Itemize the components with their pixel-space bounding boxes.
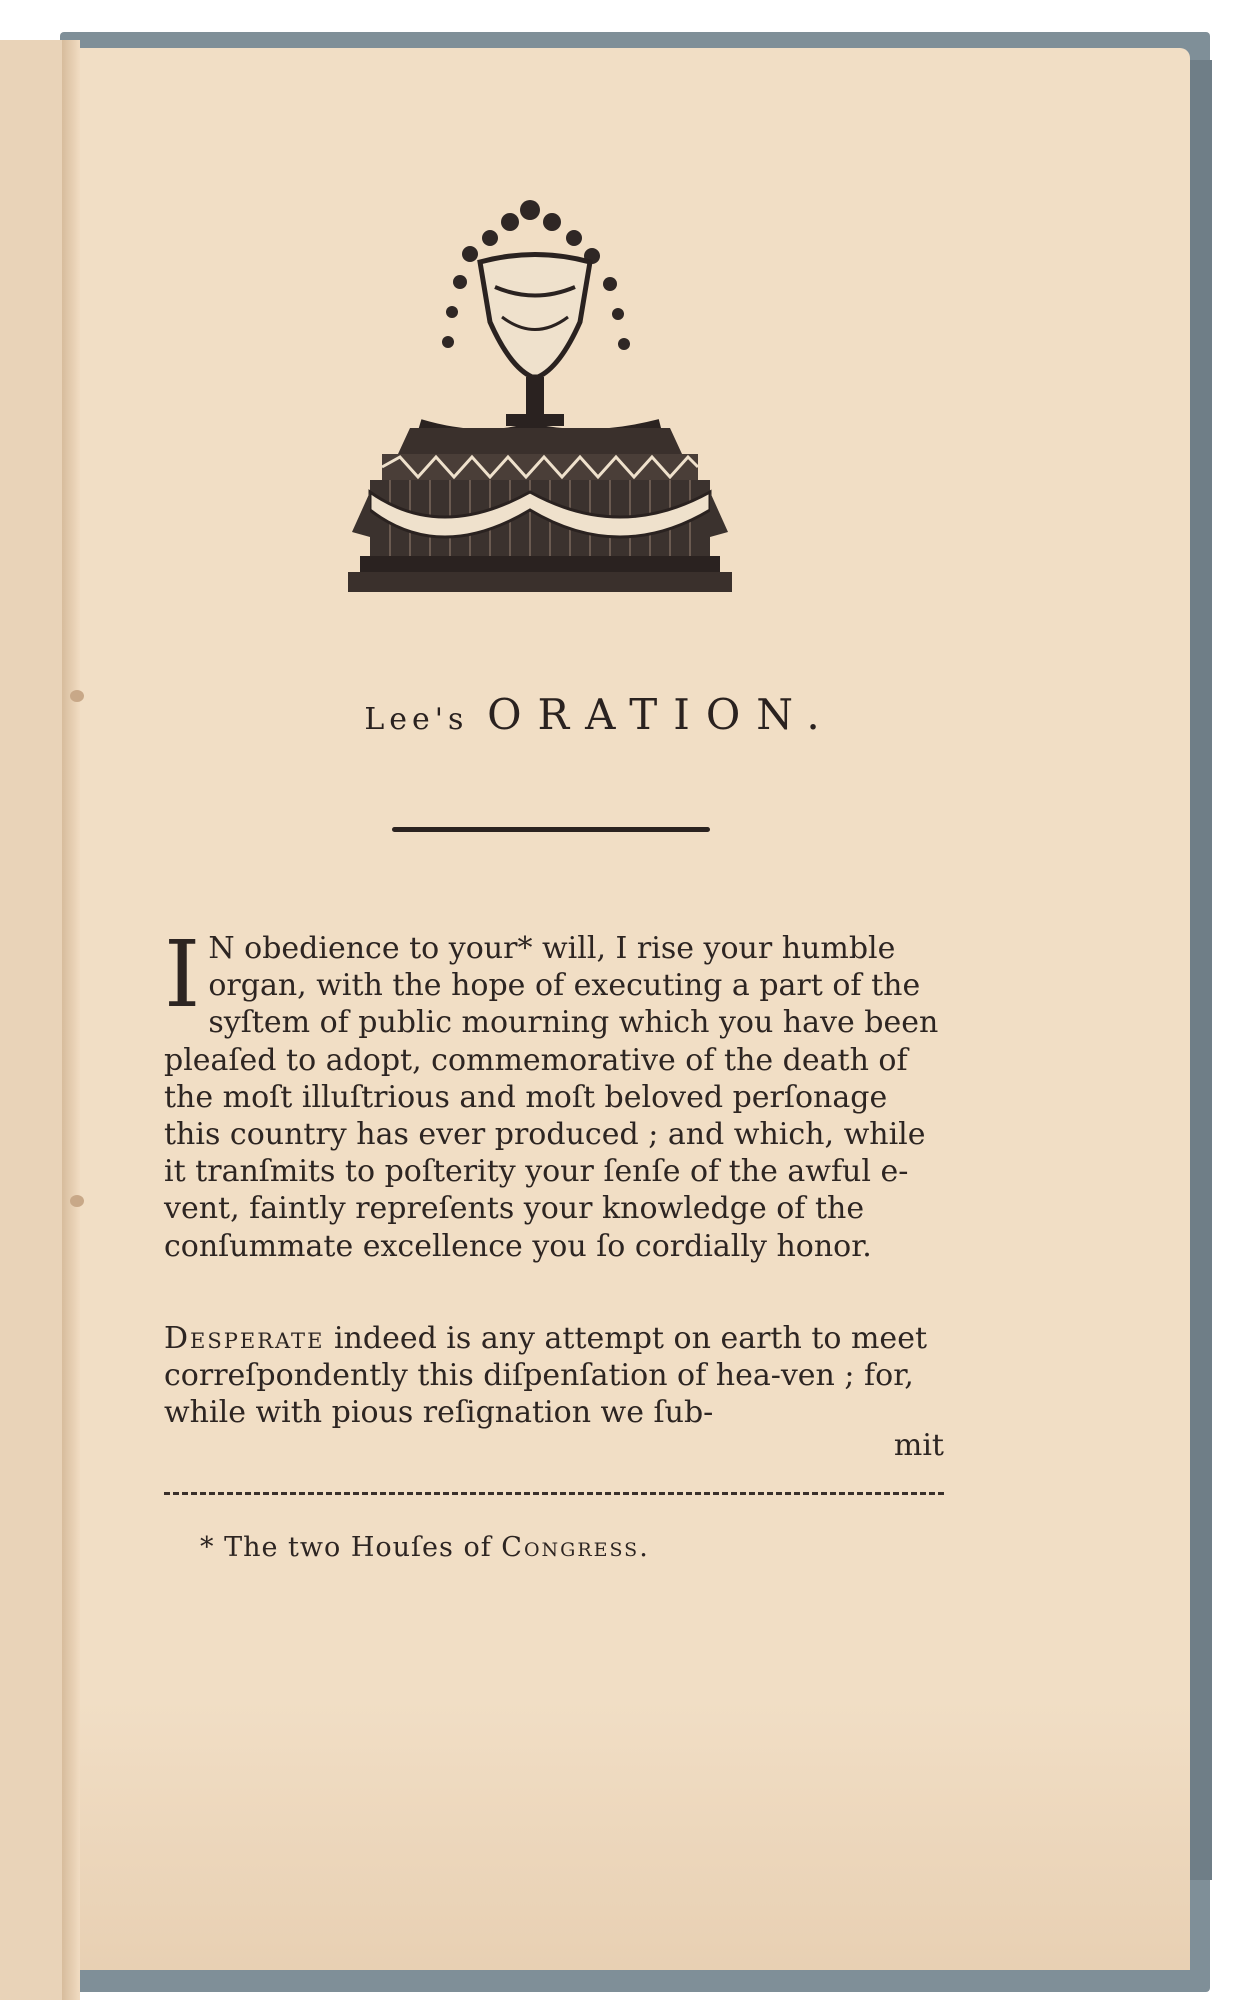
stitch-hole-mark — [70, 690, 84, 702]
paragraph-1-text: N obedience to your* will, I rise your humble organ, with the hope of executing a part of the syſtem of public mourning which you have been pleaſed to adopt, commemorative of the death of the moſt illuſtrious and moſt beloved perſonage this country has ever produced ; and which, while it tranſmits to poſterity your ſenſe of the awful e-vent, faintly repreſents your knowledge of the conſummate excellence you ſo cordially honor. — [164, 931, 939, 1264]
title-oration: ORATION. — [487, 690, 836, 739]
paragraph-2 — [164, 1320, 944, 1432]
catchword: mit — [893, 1428, 944, 1463]
drop-cap: I — [164, 921, 201, 1028]
footnote-text: * The two Houſes of — [200, 1532, 502, 1563]
title-rule — [392, 827, 710, 832]
paragraph-1 — [164, 921, 944, 1265]
memorial-urn-woodcut — [330, 192, 750, 597]
stitch-hole-mark — [70, 1195, 84, 1207]
footnote-congress: Congress. — [501, 1532, 650, 1563]
footnote-rule — [164, 1492, 944, 1495]
paragraph-2-text: indeed is any attempt on earth to meet correſpondently this diſpenſation of hea-ven ; for, while with pious reſignation we ſub- — [164, 1321, 927, 1431]
page-gutter — [62, 40, 80, 2000]
paragraph-2-lead-word: Desperate — [164, 1321, 325, 1356]
page-title — [200, 690, 1000, 739]
page-bottom-shade — [78, 1700, 1190, 1970]
title-author: Lee's — [364, 702, 469, 737]
footnote — [200, 1532, 900, 1563]
